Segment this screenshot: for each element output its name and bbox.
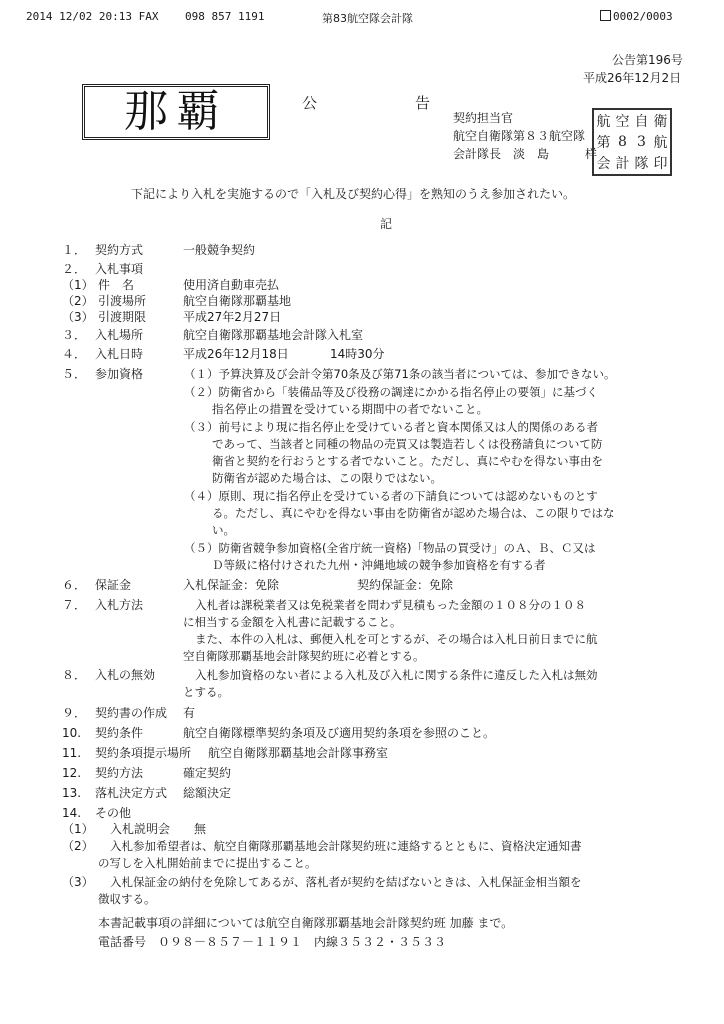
fax-sender: 第83航空隊会計隊 (322, 12, 413, 25)
item-2-num: ２． (62, 262, 87, 276)
item-6-contract-deposit: 契約保証金：免除 (357, 578, 454, 592)
item-9-label: 契約書の作成 (95, 706, 168, 720)
officer-role: 契約担当官 (453, 111, 514, 125)
item-5-3-line-b: であって、当該者と同種の物品の売買又は製造若しくは役務請負について防 (212, 437, 603, 451)
item-7-line-c: また、本件の入札は、郵便入札を可とするが、その場合は入札日前日までに航 (195, 632, 598, 646)
title-char-2: 告 (415, 94, 431, 112)
item-14-num: 14. (62, 806, 82, 820)
item-9-value: 有 (183, 706, 196, 720)
item-13-label: 落札決定方式 (95, 786, 168, 800)
item-6-label: 保証金 (95, 578, 132, 592)
item-2-3-label: 引渡期限 (98, 310, 147, 324)
item-7-label: 入札方法 (95, 598, 144, 612)
item-2-1-label: 件 名 (98, 278, 135, 292)
fax-datetime: 2014 12/02 20:13 FAX (26, 10, 159, 23)
item-14-2-line-a: 入札参加希望者は、航空自衛隊那覇基地会計隊契約班に連絡するとともに、資格決定通知書 (110, 839, 582, 853)
fax-page-icon (600, 10, 611, 21)
fax-page: 0002/0003 (600, 10, 673, 23)
item-3-label: 入札場所 (95, 328, 144, 342)
item-12-label: 契約方法 (95, 766, 144, 780)
item-8-num: ８． (62, 668, 87, 682)
item-14-3-line-a: 入札保証金の納付を免除してあるが、落札者が契約を結ばないときは、入札保証金相当額を (110, 875, 582, 889)
item-7-line-b: に相当する金額を入札書に記載すること。 (183, 615, 402, 629)
item-2-2-num: （2） (62, 294, 94, 308)
item-2-1-value: 使用済自動車売払 (183, 278, 280, 292)
item-5-4-line-a: （４）原則、現に指名停止を受けている者の下請負については認めないものとす (184, 489, 598, 503)
item-1-num: １． (62, 243, 87, 257)
ki-heading: 記 (380, 217, 393, 231)
item-11-label: 契約条項提示場所 (95, 746, 192, 760)
item-10-num: 10. (62, 726, 82, 740)
item-6-num: ６． (62, 578, 87, 592)
item-12-num: 12. (62, 766, 82, 780)
item-2-3-num: （3） (62, 310, 94, 324)
item-7-line-a: 入札者は課税業者又は免税業者を問わず見積もった金額の１０８分の１０８ (195, 598, 586, 612)
item-5-2-line-a: （２）防衛省から「装備品等及び役務の調達にかかる指名停止の要領」に基づく (184, 385, 598, 399)
item-2-2-label: 引渡場所 (98, 294, 147, 308)
item-14-label: その他 (95, 806, 132, 820)
item-12-value: 確定契約 (183, 766, 232, 780)
item-5-num: ５． (62, 367, 87, 381)
footer-phone: 電話番号 ０９８－８５７－１１９１ 内線３５３２・３５３３ (98, 935, 447, 949)
item-2-1-num: （1） (62, 278, 94, 292)
item-3-num: ３． (62, 328, 87, 342)
item-13-value: 総額決定 (183, 786, 232, 800)
item-8-line-b: とする。 (183, 685, 229, 699)
item-14-2-num: （2） (62, 839, 94, 853)
item-3-value: 航空自衛隊那覇基地会計隊入札室 (183, 328, 364, 342)
item-10-label: 契約条件 (95, 726, 144, 740)
item-14-1-num: （1） (62, 822, 94, 836)
item-14-3-line-b: 徴収する。 (98, 892, 156, 906)
fax-number: 098 857 1191 (185, 10, 265, 23)
official-seal: 航 空 自 衛 第 8 3 航 会 計 隊 印 (592, 108, 672, 176)
item-4-date: 平成26年12月18日 (183, 347, 289, 361)
item-5-2-line-b: 指名停止の措置を受けている期間中の者でないこと。 (212, 402, 488, 416)
title-char-1: 公 (302, 94, 318, 112)
item-10-value: 航空自衛隊標準契約条項及び適用契約条項を参照のこと。 (183, 726, 496, 740)
item-5-5-line-a: （５）防衛省競争参加資格(全省庁統一資格)「物品の買受け」のＡ、Ｂ、Ｃ又は (184, 541, 596, 555)
notice-date: 平成26年12月2日 (583, 71, 682, 85)
item-2-label: 入札事項 (95, 262, 144, 276)
item-2-2-value: 航空自衛隊那覇基地 (183, 294, 292, 308)
item-5-label: 参加資格 (95, 367, 144, 381)
item-5-3-line-c: 衛省と契約を行おうとする者でないこと。ただし、真にやむを得ない事由を (212, 454, 603, 468)
item-4-label: 入札日時 (95, 347, 144, 361)
officer-unit: 航空自衛隊第８３航空隊 (453, 129, 586, 143)
item-6-bid-deposit: 入札保証金：免除 (183, 578, 280, 592)
item-5-3-line-d: 防衛省が認めた場合は、この限りではない。 (212, 471, 442, 485)
footer-contact: 本書記載事項の詳細については航空自衛隊那覇基地会計隊契約班 加藤 まで。 (98, 916, 514, 930)
item-8-label: 入札の無効 (95, 668, 156, 682)
notice-number: 公告第196号 (612, 53, 683, 67)
item-5-5-line-b: Ｄ等級に格付けされた九州・沖縄地域の競争参加資格を有する者 (212, 558, 546, 572)
item-4-time: 14時30分 (330, 347, 385, 361)
intro-text: 下記により入札を実施するので「入札及び契約心得」を熟知のうえ参加されたい。 (131, 187, 576, 201)
item-14-3-num: （3） (62, 875, 94, 889)
item-5-4-line-c: い。 (212, 523, 235, 537)
item-14-1-line: 入札説明会 無 (110, 822, 207, 836)
item-5-1-line: （１）予算決算及び会計令第70条及び第71条の該当者については、参加できない。 (184, 367, 616, 381)
item-7-num: ７． (62, 598, 87, 612)
item-1-label: 契約方式 (95, 243, 144, 257)
item-4-num: ４． (62, 347, 87, 361)
item-11-num: 11. (62, 746, 82, 760)
item-5-3-line-a: （３）前号により現に指名停止を受けている者と資本関係又は人的関係のある者 (184, 420, 598, 434)
item-7-line-d: 空自衛隊那覇基地会計隊契約班に必着とする。 (183, 649, 425, 663)
item-9-num: ９． (62, 706, 87, 720)
item-2-3-value: 平成27年2月27日 (183, 310, 282, 324)
item-14-2-line-b: の写しを入札開始前までに提出すること。 (98, 856, 317, 870)
item-1-value: 一般競争契約 (183, 243, 256, 257)
officer-name: 会計隊長 淡 島 样 (453, 147, 598, 161)
naha-stamp: 那覇 (82, 84, 270, 140)
item-13-num: 13. (62, 786, 82, 800)
item-8-line-a: 入札参加資格のない者による入札及び入札に関する条件に違反した入札は無効 (195, 668, 598, 682)
item-11-value: 航空自衛隊那覇基地会計隊事務室 (208, 746, 389, 760)
item-5-4-line-b: る。ただし、真にやむを得ない事由を防衛省が認めた場合は、この限りではな (212, 506, 615, 520)
